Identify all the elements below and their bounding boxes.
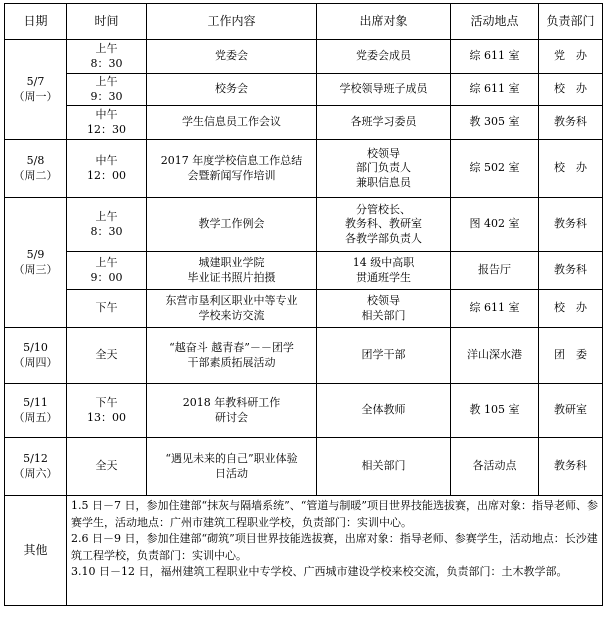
time-cell: 上午 9：00 [67, 252, 147, 290]
content-cell: 2018 年教科研工作 研讨会 [147, 384, 317, 438]
location-cell: 教 105 室 [451, 384, 539, 438]
location-cell: 各活动点 [451, 438, 539, 496]
date-cell: 5/12 （周六） [5, 438, 67, 496]
date-cell: 5/11 （周五） [5, 384, 67, 438]
content-cell: 党委会 [147, 40, 317, 74]
table-row [5, 106, 603, 140]
time-cell: 全天 [67, 438, 147, 496]
content-cell: “遇见未来的自己”职业体验 日活动 [147, 438, 317, 496]
content-cell: 东营市垦利区职业中等专业 学校来访交流 [147, 290, 317, 328]
attendees-cell: 各班学习委员 [317, 106, 451, 140]
other-note: 1.5 日－7 日，参加住建部“抹灰与隔墙系统”、“管道与制暖”项目世界技能选拔赛，出席对象：指导老师、参赛学生，活动地点：广州市建筑工程职业学校，负责部门：实训中心。 [71, 499, 598, 529]
location-cell: 教 305 室 [451, 106, 539, 140]
table-row [5, 74, 603, 106]
schedule-table [4, 3, 603, 606]
dept-cell: 教务科 [539, 198, 603, 252]
dept-cell: 教务科 [539, 106, 603, 140]
other-note: 3.10 日－12 日，福州建筑工程职业中专学校、广西城市建设学校来校交流，负责部门：土木教学部。 [71, 565, 568, 578]
table-row [5, 384, 603, 438]
table-row [5, 40, 603, 74]
date-cell: 5/8 （周二） [5, 140, 67, 198]
content-cell: “越奋斗 越青春”－－团学 干部素质拓展活动 [147, 328, 317, 384]
header-content: 工作内容 [147, 4, 317, 40]
attendees-cell: 校领导 部门负责人 兼职信息员 [317, 140, 451, 198]
header-row [5, 4, 603, 40]
dept-cell: 教研室 [539, 384, 603, 438]
attendees-cell: 相关部门 [317, 438, 451, 496]
content-cell: 学生信息员工作会议 [147, 106, 317, 140]
header-date: 日期 [5, 4, 67, 40]
table-row [5, 328, 603, 384]
dept-cell: 校 办 [539, 290, 603, 328]
time-cell: 上午 8：30 [67, 40, 147, 74]
other-note: 2.6 日－9 日，参加住建部“砌筑”项目世界技能选拔赛，出席对象：指导老师、参赛学生，活动地点：长沙建筑工程学校，负责部门：实训中心。 [71, 532, 598, 562]
location-cell: 综 611 室 [451, 40, 539, 74]
location-cell: 综 502 室 [451, 140, 539, 198]
attendees-cell: 分管校长、 教务科、教研室 各教学部负责人 [317, 198, 451, 252]
content-cell: 校务会 [147, 74, 317, 106]
header-attendees: 出席对象 [317, 4, 451, 40]
header-dept: 负责部门 [539, 4, 603, 40]
table-row [5, 198, 603, 252]
time-cell: 全天 [67, 328, 147, 384]
content-cell: 城建职业学院 毕业证书照片拍摄 [147, 252, 317, 290]
location-cell: 综 611 室 [451, 74, 539, 106]
content-cell: 2017 年度学校信息工作总结 会暨新闻写作培训 [147, 140, 317, 198]
attendees-cell: 校领导 相关部门 [317, 290, 451, 328]
dept-cell: 教务科 [539, 438, 603, 496]
table-row [5, 438, 603, 496]
dept-cell: 团 委 [539, 328, 603, 384]
date-cell: 5/10 （周四） [5, 328, 67, 384]
time-cell: 上午 8：30 [67, 198, 147, 252]
location-cell: 图 402 室 [451, 198, 539, 252]
time-cell: 上午 9：30 [67, 74, 147, 106]
table-row [5, 290, 603, 328]
content-cell: 教学工作例会 [147, 198, 317, 252]
attendees-cell: 党委会成员 [317, 40, 451, 74]
header-location: 活动地点 [451, 4, 539, 40]
time-cell: 中午 12：30 [67, 106, 147, 140]
attendees-cell: 团学干部 [317, 328, 451, 384]
header-time: 时间 [67, 4, 147, 40]
date-cell: 5/7 （周一） [5, 40, 67, 140]
dept-cell: 教务科 [539, 252, 603, 290]
table-row [5, 140, 603, 198]
dept-cell: 校 办 [539, 140, 603, 198]
attendees-cell: 14 级中高职 贯通班学生 [317, 252, 451, 290]
table-row [5, 252, 603, 290]
attendees-cell: 全体教师 [317, 384, 451, 438]
attendees-cell: 学校领导班子成员 [317, 74, 451, 106]
dept-cell: 校 办 [539, 74, 603, 106]
location-cell: 综 611 室 [451, 290, 539, 328]
other-label: 其他 [5, 496, 67, 606]
other-row [5, 496, 603, 606]
dept-cell: 党 办 [539, 40, 603, 74]
other-notes [67, 496, 603, 606]
date-cell: 5/9 （周三） [5, 198, 67, 328]
location-cell: 洋山深水港 [451, 328, 539, 384]
time-cell: 中午 12：00 [67, 140, 147, 198]
location-cell: 报告厅 [451, 252, 539, 290]
time-cell: 下午 13：00 [67, 384, 147, 438]
time-cell: 下午 [67, 290, 147, 328]
